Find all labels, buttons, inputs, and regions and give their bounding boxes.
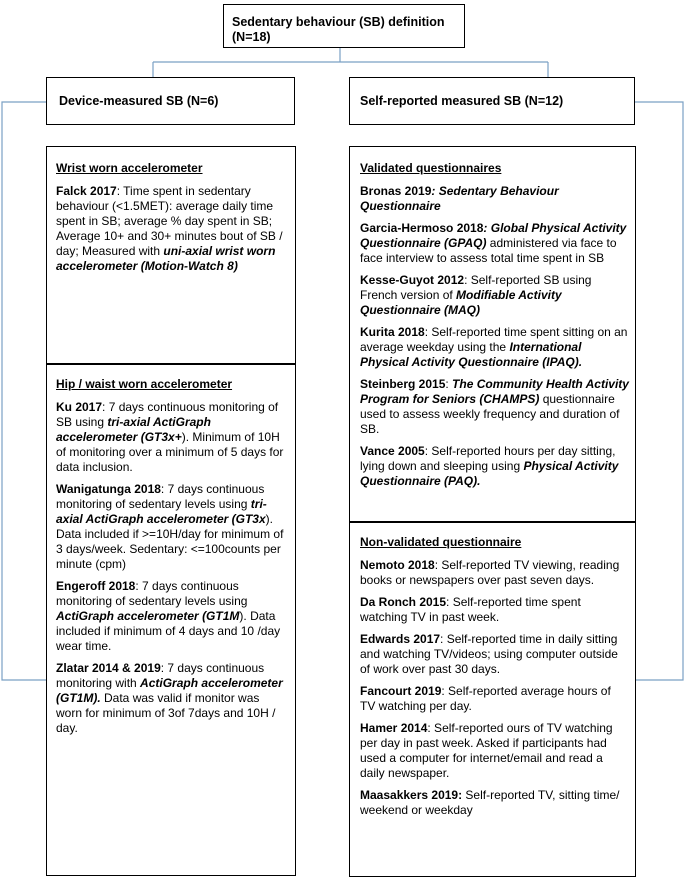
study-entry (360, 325, 629, 370)
study-author: Engeroff 2018 (56, 579, 136, 593)
study-author: Fancourt 2019 (360, 684, 442, 698)
study-entry (360, 558, 629, 588)
study-author: Vance 2005 (360, 444, 425, 458)
study-description: ). Data included if minimum of 4 days and 10 /day wear time. (56, 609, 281, 653)
study-description: : Self-reported time spent watching TV in past week. (360, 595, 581, 624)
self-reported-title: Self-reported measured SB (N=12) (360, 94, 564, 108)
study-author: Wanigatunga 2018 (56, 482, 161, 496)
non-validated-questionnaire-box (349, 522, 636, 877)
study-entry (56, 184, 287, 274)
study-entry (360, 377, 629, 437)
wrist-worn-entries (56, 184, 287, 274)
definition-count: (N=18) (232, 30, 271, 44)
study-entry (56, 661, 287, 736)
wrist-worn-title: Wrist worn accelerometer (56, 161, 203, 175)
study-author: Kurita 2018 (360, 325, 425, 339)
study-entry (360, 273, 629, 318)
non-validated-questionnaire-title: Non-validated questionnaire (360, 535, 522, 549)
study-author: Kesse-Guyot 2012 (360, 273, 465, 287)
device-measured-box (46, 77, 295, 125)
instrument-name: Modifiable Activity Questionnaire (MAQ) (360, 288, 562, 317)
hip-waist-worn-entries (56, 400, 287, 736)
study-author: Hamer 2014 (360, 721, 428, 735)
study-author: Da Ronch 2015 (360, 595, 447, 609)
connector-self-bracket (633, 102, 683, 680)
instrument-name: Physical Activity Questionnaire (PAQ). (360, 459, 619, 488)
wrist-worn-box (46, 146, 296, 364)
instrument-name: uni-axial wrist worn accelerometer (Motion-Watch 8) (56, 244, 276, 273)
study-description: : Self-reported SB using French version of (360, 273, 592, 302)
device-measured-title: Device-measured SB (N=6) (59, 94, 219, 108)
study-entry (56, 579, 287, 654)
instrument-name: ActiGraph accelerometer (GT1M (56, 609, 240, 623)
study-description: : Self-reported TV viewing, reading books or newspapers over past seven days. (360, 558, 620, 587)
study-author: Falck 2017 (56, 184, 117, 198)
study-description: : Self-reported hours per day sitting, lying down and sleeping using (360, 444, 616, 473)
study-author: Edwards 2017 (360, 632, 441, 646)
study-entry (360, 788, 629, 818)
instrument-name: The Community Health Activity Program for Seniors (CHAMPS) (360, 377, 629, 406)
study-author: Zlatar 2014 & 2019 (56, 661, 161, 675)
study-description: ). Data included if >=10H/day for minimum of 3 days/week. Sedentary: <=100counts per minute (cpm) (56, 512, 284, 571)
study-author: Bronas 2019 (360, 184, 432, 198)
study-author: Ku 2017 (56, 400, 103, 414)
study-entry (360, 632, 629, 677)
study-description: : Self-reported time spent sitting on an average weekday using the (360, 325, 628, 354)
instrument-name: tri-axial ActiGraph accelerometer (GT3x+ (56, 415, 211, 444)
study-author: Steinberg 2015 (360, 377, 446, 391)
hip-waist-worn-title: Hip / waist worn accelerometer (56, 377, 233, 391)
study-description: : (445, 377, 453, 391)
study-description: : Time spent in sedentary behaviour (<1.5MET): average daily time spent in SB; average % day spent in SB; Average 10+ and 30+ minutes bout of SB / day; Measured with (56, 184, 283, 258)
study-description: : 7 days continuous monitoring of SB using (56, 400, 279, 429)
connector-device-bracket (2, 102, 46, 680)
non-validated-entries (360, 558, 629, 818)
study-description: : 7 days continuous monitoring with (56, 661, 265, 690)
validated-questionnaires-title: Validated questionnaires (360, 161, 502, 175)
study-description: administered via face to face interview to assess total time spent in SB (360, 236, 617, 265)
study-description: : Self-reported average hours of TV watching per day. (360, 684, 611, 713)
sedentary-behaviour-definition-box (223, 4, 465, 48)
study-description: : 7 days continuous monitoring of sedentary levels using (56, 482, 265, 511)
study-author: Garcia-Hermoso 2018 (360, 221, 484, 235)
study-description: questionnaire used to assess weekly frequency and duration of SB. (360, 392, 620, 436)
study-entry (360, 221, 629, 266)
study-author: Maasakkers 2019: (360, 788, 463, 802)
validated-entries (360, 184, 629, 489)
instrument-name: International Physical Activity Questionnaire (IPAQ). (360, 340, 583, 369)
study-entry (360, 444, 629, 489)
instrument-name: tri-axial ActiGraph accelerometer (GT3x (56, 497, 267, 526)
study-entry (56, 400, 287, 475)
connector-top-split (153, 47, 548, 77)
study-entry (56, 482, 287, 572)
study-description: : Self-reported time in daily sitting and watching TV/videos; using computer outside of work over past 30 days. (360, 632, 618, 676)
study-author: Nemoto 2018 (360, 558, 435, 572)
instrument-name: ActiGraph accelerometer (GT1M). (56, 676, 283, 705)
study-description: Data was valid if monitor was worn for minimum of 3of 7days and 10H / day. (56, 691, 276, 735)
definition-title: Sedentary behaviour (SB) definition (232, 15, 445, 29)
study-entry (360, 684, 629, 714)
self-reported-box (349, 77, 635, 125)
study-entry (360, 595, 629, 625)
instrument-name: : Global Physical Activity Questionnaire (GPAQ) (360, 221, 627, 250)
validated-questionnaires-box (349, 146, 636, 522)
study-description: : 7 days continuous monitoring of sedentary levels using (56, 579, 248, 608)
study-description: Self-reported TV, sitting time/ weekend or weekday (360, 788, 620, 817)
hip-waist-worn-box (46, 364, 296, 876)
instrument-name: : Sedentary Behaviour Questionnaire (360, 184, 559, 213)
study-entry (360, 184, 629, 214)
study-description: ). Minimum of 10H of monitoring over a minimum of 5 days for data inclusion. (56, 430, 284, 474)
study-entry (360, 721, 629, 781)
study-description: : Self-reported ours of TV watching per day in past week. Asked if participants had used a computer for internet/email and read a daily newspaper. (360, 721, 613, 780)
